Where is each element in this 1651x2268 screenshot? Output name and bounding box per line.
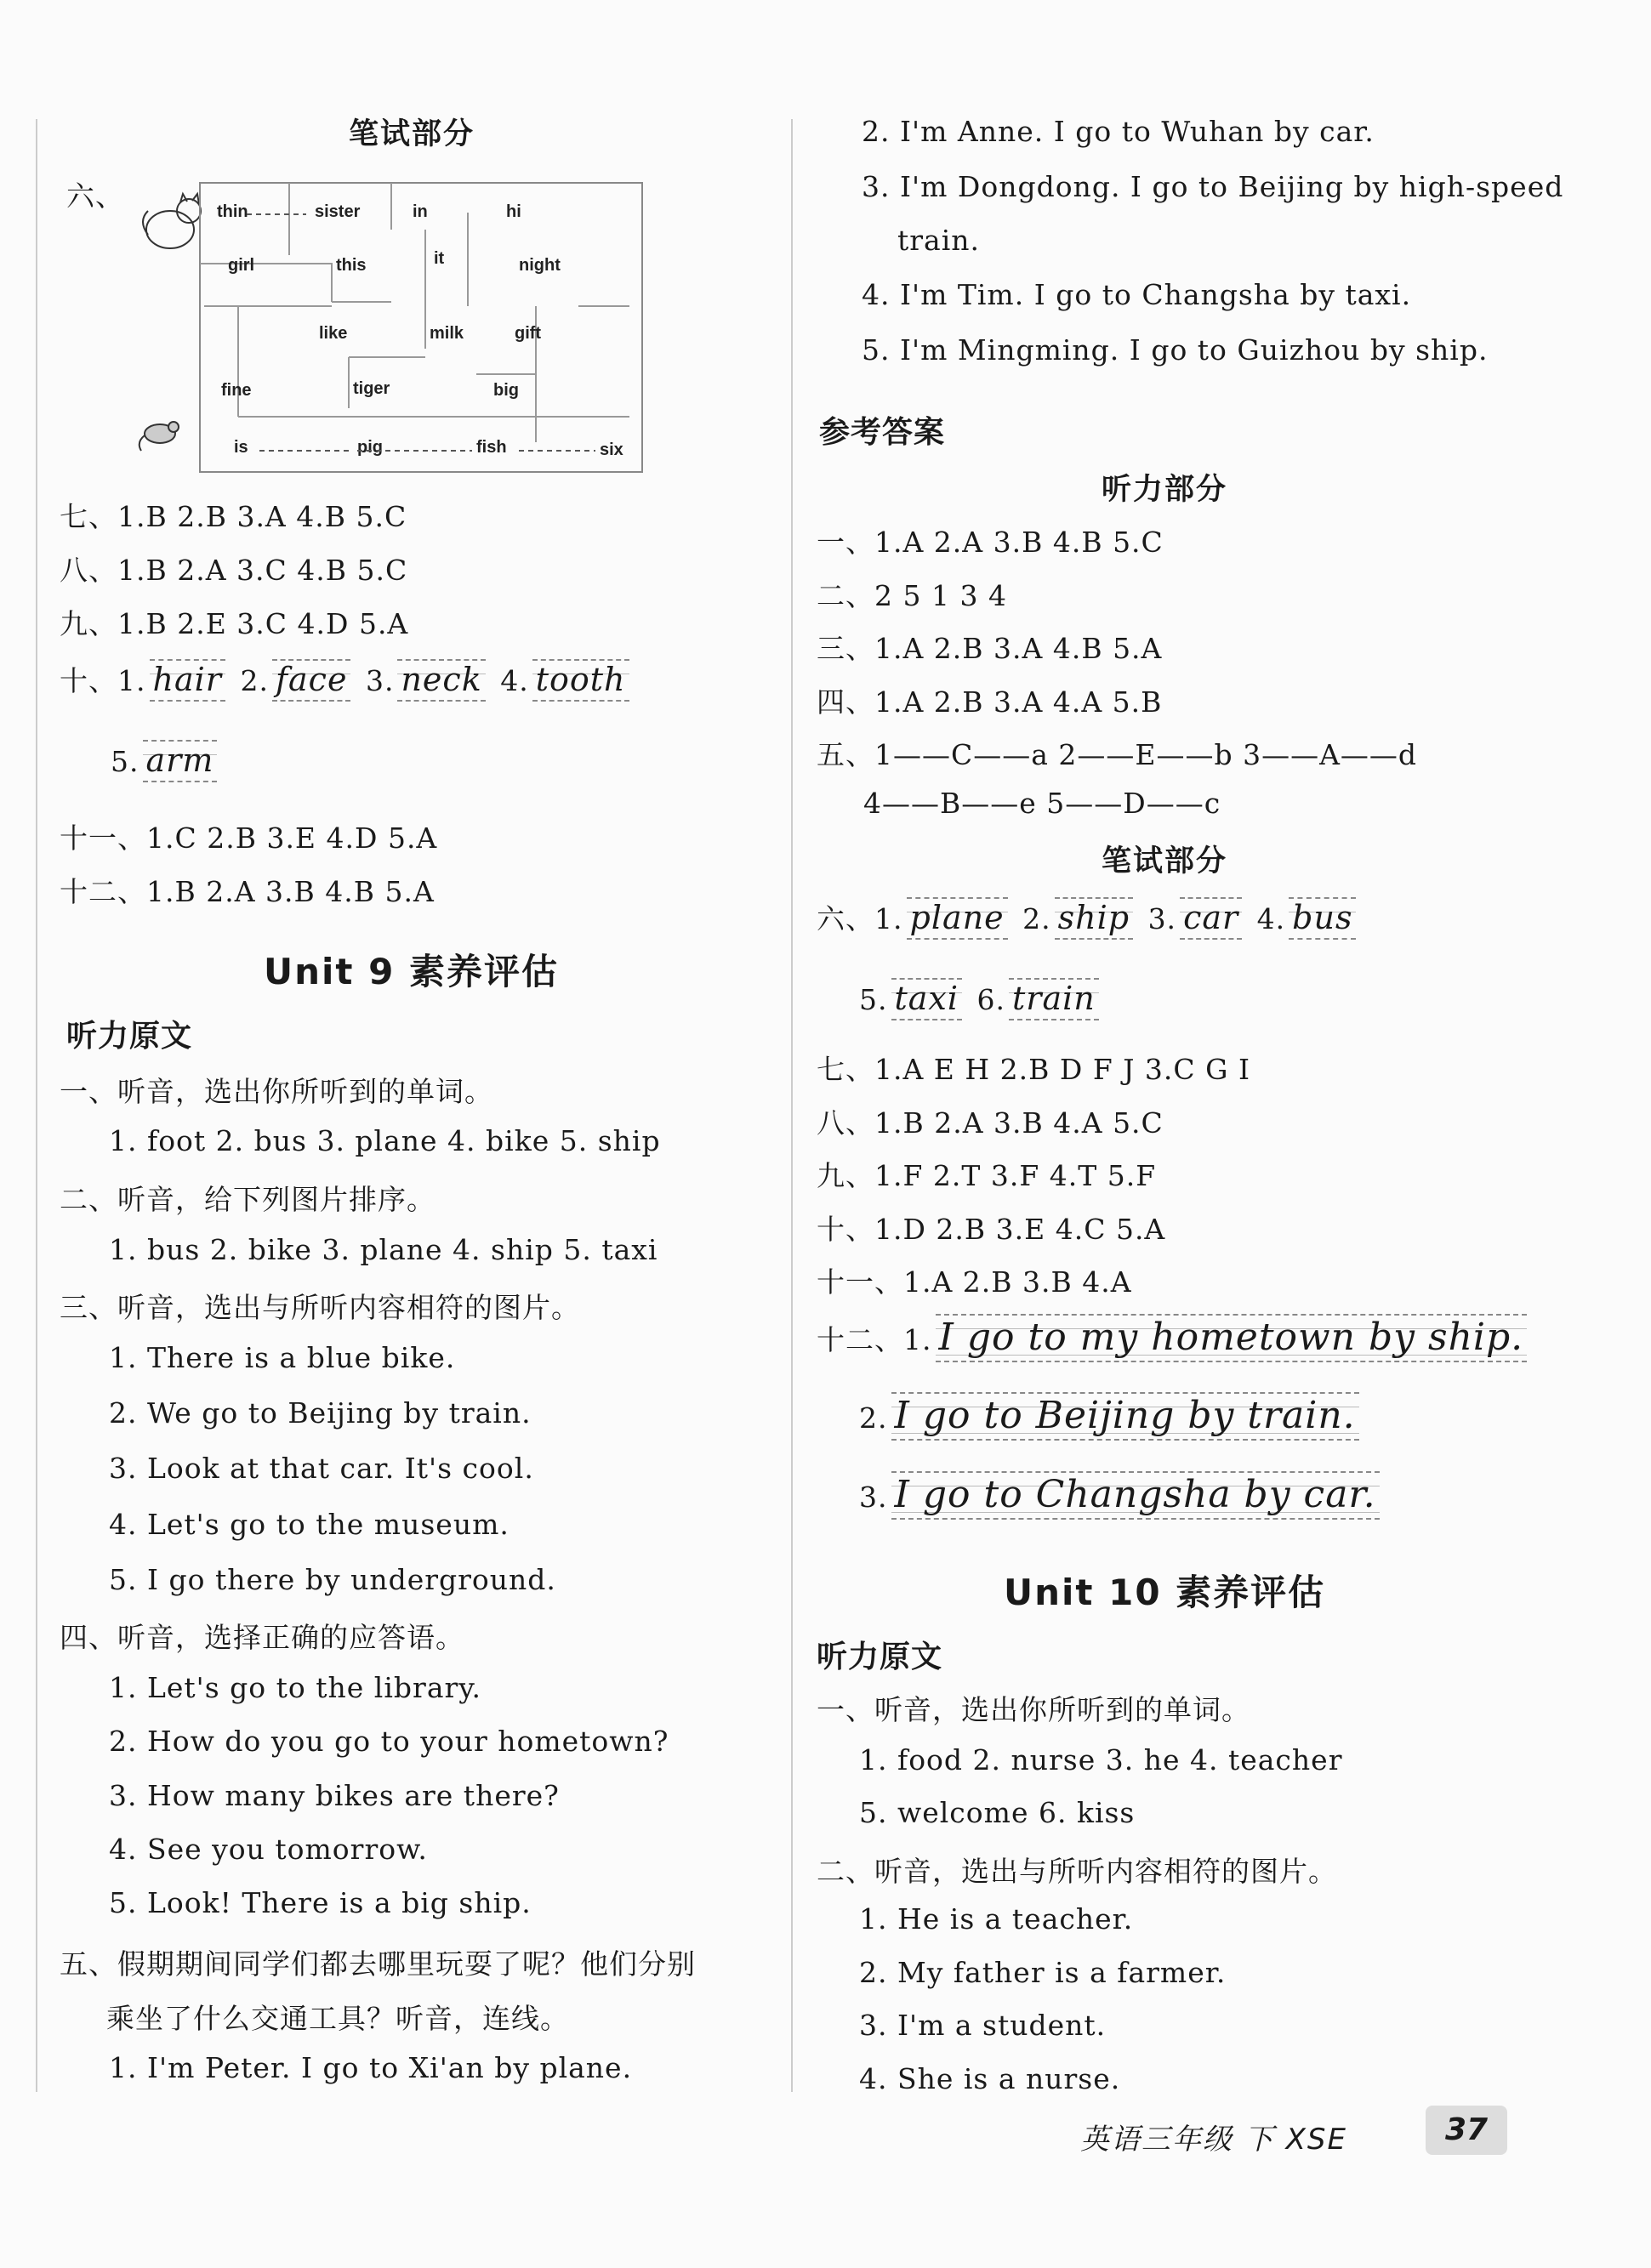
part4-instruction: 四、听音，选择正确的应答语。 <box>60 1621 464 1654</box>
handwritten-word: taxi <box>891 978 963 1020</box>
maze-word: it <box>434 249 445 268</box>
part1-items: 1. foot 2. bus 3. plane 4. bike 5. ship <box>109 1124 661 1157</box>
part3-line: 5. I go there by underground. <box>109 1563 556 1596</box>
answer-q8: 八、1.B 2.A 3.C 4.B 5.C <box>60 554 408 587</box>
part3-line: 3. Look at that car. It's cool. <box>109 1452 534 1485</box>
handwritten-word: bus <box>1289 897 1356 940</box>
maze-word: hi <box>506 202 521 221</box>
handwritten-word: arm <box>143 740 218 782</box>
a12-num: 3. <box>859 1481 888 1514</box>
part4-line: 3. How many bikes are there? <box>109 1779 560 1812</box>
q10-num: 3. <box>365 664 395 697</box>
answer-a6-row1 <box>817 897 1361 940</box>
answer-a2: 二、2 5 1 3 4 <box>817 579 1007 612</box>
handwritten-word: face <box>272 659 351 702</box>
a6-num: 6. <box>976 983 1006 1016</box>
u10-part1-instruction: 一、听音，选出你所听到的单词。 <box>817 1693 1250 1726</box>
maze-word: this <box>336 256 367 275</box>
handwritten-word: hair <box>150 659 225 702</box>
part5-line: 5. I'm Mingming. I go to Guizhou by ship. <box>862 333 1489 367</box>
answer-a12-line2 <box>859 1392 1364 1441</box>
a6-num: 2. <box>1022 902 1051 935</box>
u10-part1-row2: 5. welcome 6. kiss <box>859 1796 1136 1829</box>
written-section-title: 笔试部分 <box>349 117 475 151</box>
mouse-icon <box>139 422 179 451</box>
listening-script-title-2: 听力原文 <box>817 1640 943 1674</box>
part4-line: 4. See you tomorrow. <box>109 1833 428 1866</box>
u10-part2-line: 2. My father is a farmer. <box>859 1956 1227 1989</box>
answer-a6-row2 <box>859 978 1104 1020</box>
answer-a3: 三、1.A 2.B 3.A 4.B 5.A <box>817 632 1163 665</box>
part1-instruction: 一、听音，选出你所听到的单词。 <box>60 1075 493 1108</box>
q6-label: 六、 <box>66 179 124 213</box>
answer-q10-row2 <box>111 740 222 782</box>
maze-word: in <box>413 202 428 221</box>
u10-part2-line: 4. She is a nurse. <box>859 2062 1121 2095</box>
part2-items: 1. bus 2. bike 3. plane 4. ship 5. taxi <box>109 1233 658 1266</box>
part3-line: 4. Let's go to the museum. <box>109 1508 510 1541</box>
handwritten-word: tooth <box>532 659 629 702</box>
footer-text: 英语三年级 下 XSE <box>1080 2123 1347 2157</box>
a6-num: 5. <box>859 983 888 1016</box>
part5-line: 1. I'm Peter. I go to Xi'an by plane. <box>109 2051 633 2084</box>
unit9-title: Unit 9 素养评估 <box>264 951 559 992</box>
part3-line: 2. We go to Beijing by train. <box>109 1396 532 1430</box>
part4-line: 5. Look! There is a big ship. <box>109 1886 532 1919</box>
q10-num: 5. <box>111 745 139 778</box>
part4-line: 1. Let's go to the library. <box>109 1671 482 1704</box>
a12-num: 2. <box>859 1401 888 1435</box>
maze-word: girl <box>228 256 255 275</box>
u10-part2-instruction: 二、听音，选出与所听内容相符的图片。 <box>817 1855 1337 1888</box>
answer-q11: 十一、1.C 2.B 3.E 4.D 5.A <box>60 821 438 855</box>
maze-word: like <box>319 324 348 343</box>
answer-a12-line3 <box>859 1471 1385 1520</box>
handwritten-sentence: I go to my hometown by ship. <box>936 1314 1528 1362</box>
maze-word: fine <box>221 381 252 400</box>
answer-a4: 四、1.A 2.B 3.A 4.A 5.B <box>817 685 1163 719</box>
handwritten-word: ship <box>1055 897 1133 940</box>
maze-word: milk <box>430 324 464 343</box>
page-number: 37 <box>1426 2106 1507 2155</box>
answer-q10-row1 <box>60 659 635 702</box>
answer-a7: 七、1.A E H 2.B D F J 3.C G I <box>817 1053 1251 1086</box>
handwritten-word: neck <box>397 659 485 702</box>
maze-word: tiger <box>353 379 390 398</box>
answer-q12: 十二、1.B 2.A 3.B 4.B 5.A <box>60 875 435 908</box>
answer-a12-line1 <box>817 1314 1532 1362</box>
part5-instruction-1: 五、假期期间同学们都去哪里玩耍了呢？他们分别 <box>60 1947 696 1981</box>
answer-q9: 九、1.B 2.E 3.C 4.D 5.A <box>60 607 409 640</box>
part5-line: 4. I'm Tim. I go to Changsha by taxi. <box>862 278 1412 311</box>
answer-a5-row2: 4——B——e 5——D——c <box>863 787 1221 820</box>
answer-a11: 十一、1.A 2.B 3.B 4.A <box>817 1265 1132 1299</box>
handwritten-sentence: I go to Changsha by car. <box>891 1471 1380 1520</box>
listening-script-title: 听力原文 <box>66 1019 193 1054</box>
maze-word: gift <box>515 324 542 343</box>
part3-instruction: 三、听音，选出与所听内容相符的图片。 <box>60 1291 580 1324</box>
maze-word: sister <box>315 202 361 221</box>
q10-num: 4. <box>500 664 529 697</box>
u10-part2-line: 1. He is a teacher. <box>859 1902 1134 1935</box>
answer-a1: 一、1.A 2.A 3.B 4.B 5.C <box>817 526 1164 559</box>
listening-section-title: 听力部分 <box>1102 473 1228 507</box>
handwritten-word: plane <box>907 897 1008 940</box>
answer-a9: 九、1.F 2.T 3.F 4.T 5.F <box>817 1159 1157 1192</box>
part5-line: 3. I'm Dongdong. I go to Beijing by high-speed <box>862 170 1564 203</box>
q10-num: 2. <box>240 664 269 697</box>
q10-prefix: 十、1. <box>60 664 146 697</box>
u10-part1-row1: 1. food 2. nurse 3. he 4. teacher <box>859 1743 1343 1776</box>
answer-q7: 七、1.B 2.B 3.A 4.B 5.C <box>60 500 407 533</box>
a6-prefix: 六、1. <box>817 902 903 935</box>
part2-instruction: 二、听音，给下列图片排序。 <box>60 1183 436 1216</box>
part5-instruction-2: 乘坐了什么交通工具？听音，连线。 <box>106 2002 569 2035</box>
answer-a10: 十、1.D 2.B 3.E 4.C 5.A <box>817 1213 1166 1246</box>
answer-title: 参考答案 <box>819 415 946 450</box>
answer-a8: 八、1.B 2.A 3.B 4.A 5.C <box>817 1106 1164 1140</box>
handwritten-sentence: I go to Beijing by train. <box>891 1392 1359 1441</box>
part5-line-cont: train. <box>897 224 981 257</box>
answer-a5-row1: 五、1——C——a 2——E——b 3——A——d <box>817 738 1418 771</box>
maze-word: six <box>600 441 623 459</box>
handwritten-word: car <box>1180 897 1242 940</box>
u10-part2-line: 3. I'm a student. <box>859 2009 1107 2042</box>
a12-prefix: 十二、1. <box>817 1323 932 1356</box>
maze-word: thin <box>217 202 248 221</box>
maze-word: is <box>234 438 248 457</box>
maze-word: pig <box>357 438 383 457</box>
maze-word: big <box>493 381 519 400</box>
column-divider <box>791 119 793 2092</box>
cat-icon <box>143 194 201 248</box>
part5-line: 2. I'm Anne. I go to Wuhan by car. <box>862 115 1375 148</box>
maze-word: night <box>519 256 561 275</box>
left-margin-line <box>36 119 37 2092</box>
part3-line: 1. There is a blue bike. <box>109 1341 456 1374</box>
maze-word: fish <box>476 438 507 457</box>
a6-num: 3. <box>1147 902 1177 935</box>
handwritten-word: train <box>1009 978 1099 1020</box>
written-section-title-2: 笔试部分 <box>1102 844 1228 878</box>
unit10-title: Unit 10 素养评估 <box>1004 1572 1326 1613</box>
word-maze-figure <box>136 179 646 476</box>
part4-line: 2. How do you go to your hometown? <box>109 1725 669 1758</box>
maze-words <box>217 202 623 459</box>
a6-num: 4. <box>1256 902 1286 935</box>
